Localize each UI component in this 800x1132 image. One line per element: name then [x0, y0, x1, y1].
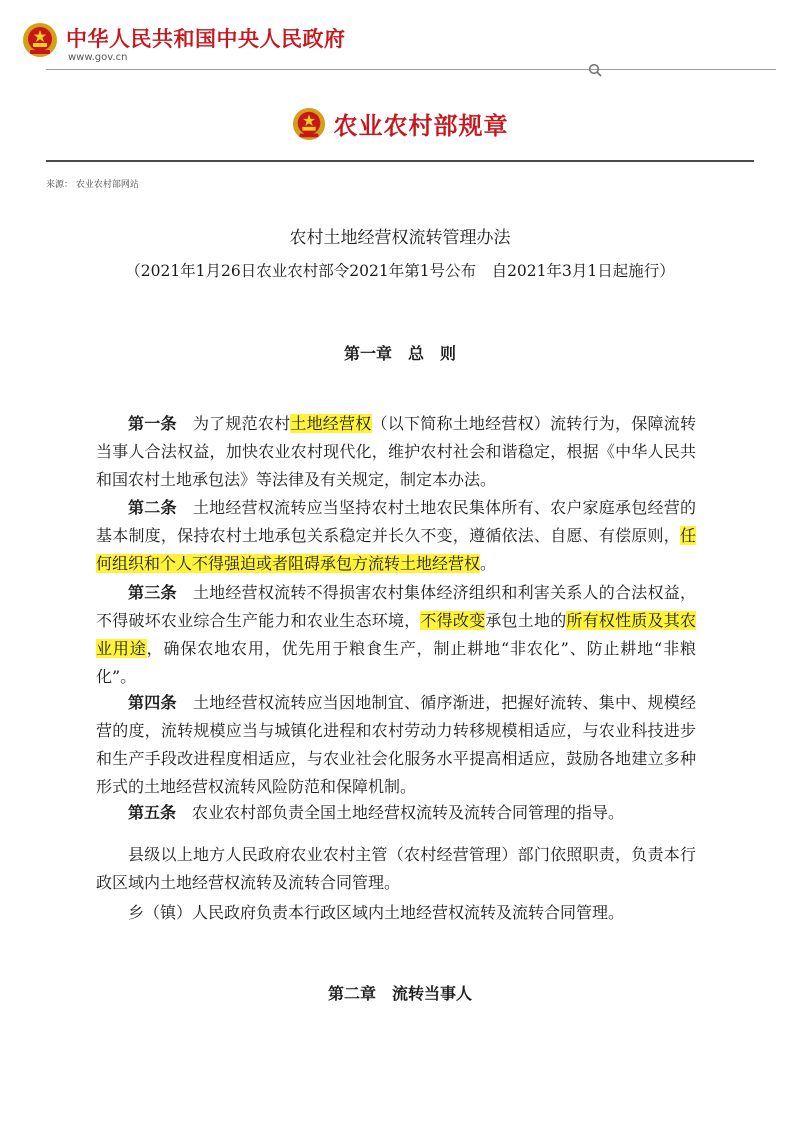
- article-text: 承包土地的: [485, 611, 567, 630]
- site-title[interactable]: 中华人民共和国中央人民政府: [66, 27, 346, 51]
- article-number: 第二条: [128, 498, 177, 517]
- article-number: 第五条: [128, 803, 177, 822]
- article-text: 为了规范农村: [192, 414, 291, 433]
- chapter-heading: 第一章 总 则: [343, 344, 456, 363]
- article-5: [96, 799, 696, 827]
- article-4: [96, 689, 696, 801]
- national-emblem-icon: [22, 22, 58, 58]
- article-text: （以下简称土地经营权）流转行为，保障流转当事人合法权益，加快农业农村现代化，维护农村社会和谐稳定，根据《中华人民共和国农村土地承包法》等法律及有关规定，制定本办法。: [96, 414, 696, 489]
- article-text: 土地经营权流转应当坚持农村土地农民集体所有、农户家庭承包经营的基本制度，保持农村土地承包关系稳定并长久不变，遵循依法、自愿、有偿原则，: [96, 498, 696, 545]
- site-header: [22, 22, 782, 66]
- article-5-paragraph: 县级以上地方人民政府农业农村主管（农村经营管理）部门依照职责，负责本行政区域内土地经营权流转及流转合同管理。: [96, 845, 696, 892]
- highlighted-text: 所有权性质及其农业用途: [96, 611, 696, 658]
- document-subtitle: （2021年1月26日农业农村部令2021年第1号公布 自2021年3月1日起施行）: [125, 262, 675, 280]
- search-icon[interactable]: [588, 63, 602, 77]
- section-title: 农业农村部规章: [333, 111, 509, 140]
- article-text: ，确保农地农用，优先用于粮食生产，制止耕地“非农化”、防止耕地“非粮化”。: [96, 639, 696, 686]
- article-number: 第四条: [128, 693, 177, 712]
- article-text: 土地经营权流转应当因地制宜、循序渐进，把握好流转、集中、规模经营的度，流转规模应当与城镇化进程和农村劳动力转移规模相适应，与农业科技进步和生产手段改进程度相适应，与农业社会化服务水平提高相适应，鼓励各地建立多种形式的土地经营权流转风险防范和保障机制。: [96, 693, 696, 796]
- chapter-heading: 第二章 流转当事人: [327, 984, 472, 1003]
- section-banner: [0, 106, 800, 146]
- section-divider: [46, 160, 754, 162]
- article-text: 土地经营权流转不得损害农村集体经济组织和利害关系人的合法权益，不得破坏农业综合生产能力和农业生态环境，: [96, 583, 696, 630]
- article-number: 第三条: [128, 583, 177, 602]
- article-5-paragraph: 乡（镇）人民政府负责本行政区域内土地经营权流转及流转合同管理。: [128, 903, 625, 922]
- highlighted-text: 土地经营权: [290, 414, 372, 433]
- article-text: 。: [480, 554, 497, 573]
- highlighted-text: 任何组织和个人不得强迫或者阻碍承包方流转土地经营权: [96, 526, 696, 573]
- article-number: 第一条: [128, 414, 177, 433]
- header-divider: [46, 69, 776, 70]
- article-2: [96, 494, 696, 578]
- highlighted-text: 不得改变: [420, 611, 486, 630]
- article-3: [96, 579, 696, 691]
- national-emblem-icon: [292, 107, 326, 141]
- article-1: [96, 410, 696, 494]
- source-label: 来源： 农业农村部网站: [46, 180, 139, 190]
- site-url[interactable]: www.gov.cn: [68, 52, 128, 63]
- document-title: 农村土地经营权流转管理办法: [289, 228, 511, 248]
- article-text: 农业农村部负责全国土地经营权流转及流转合同管理的指导。: [192, 803, 625, 822]
